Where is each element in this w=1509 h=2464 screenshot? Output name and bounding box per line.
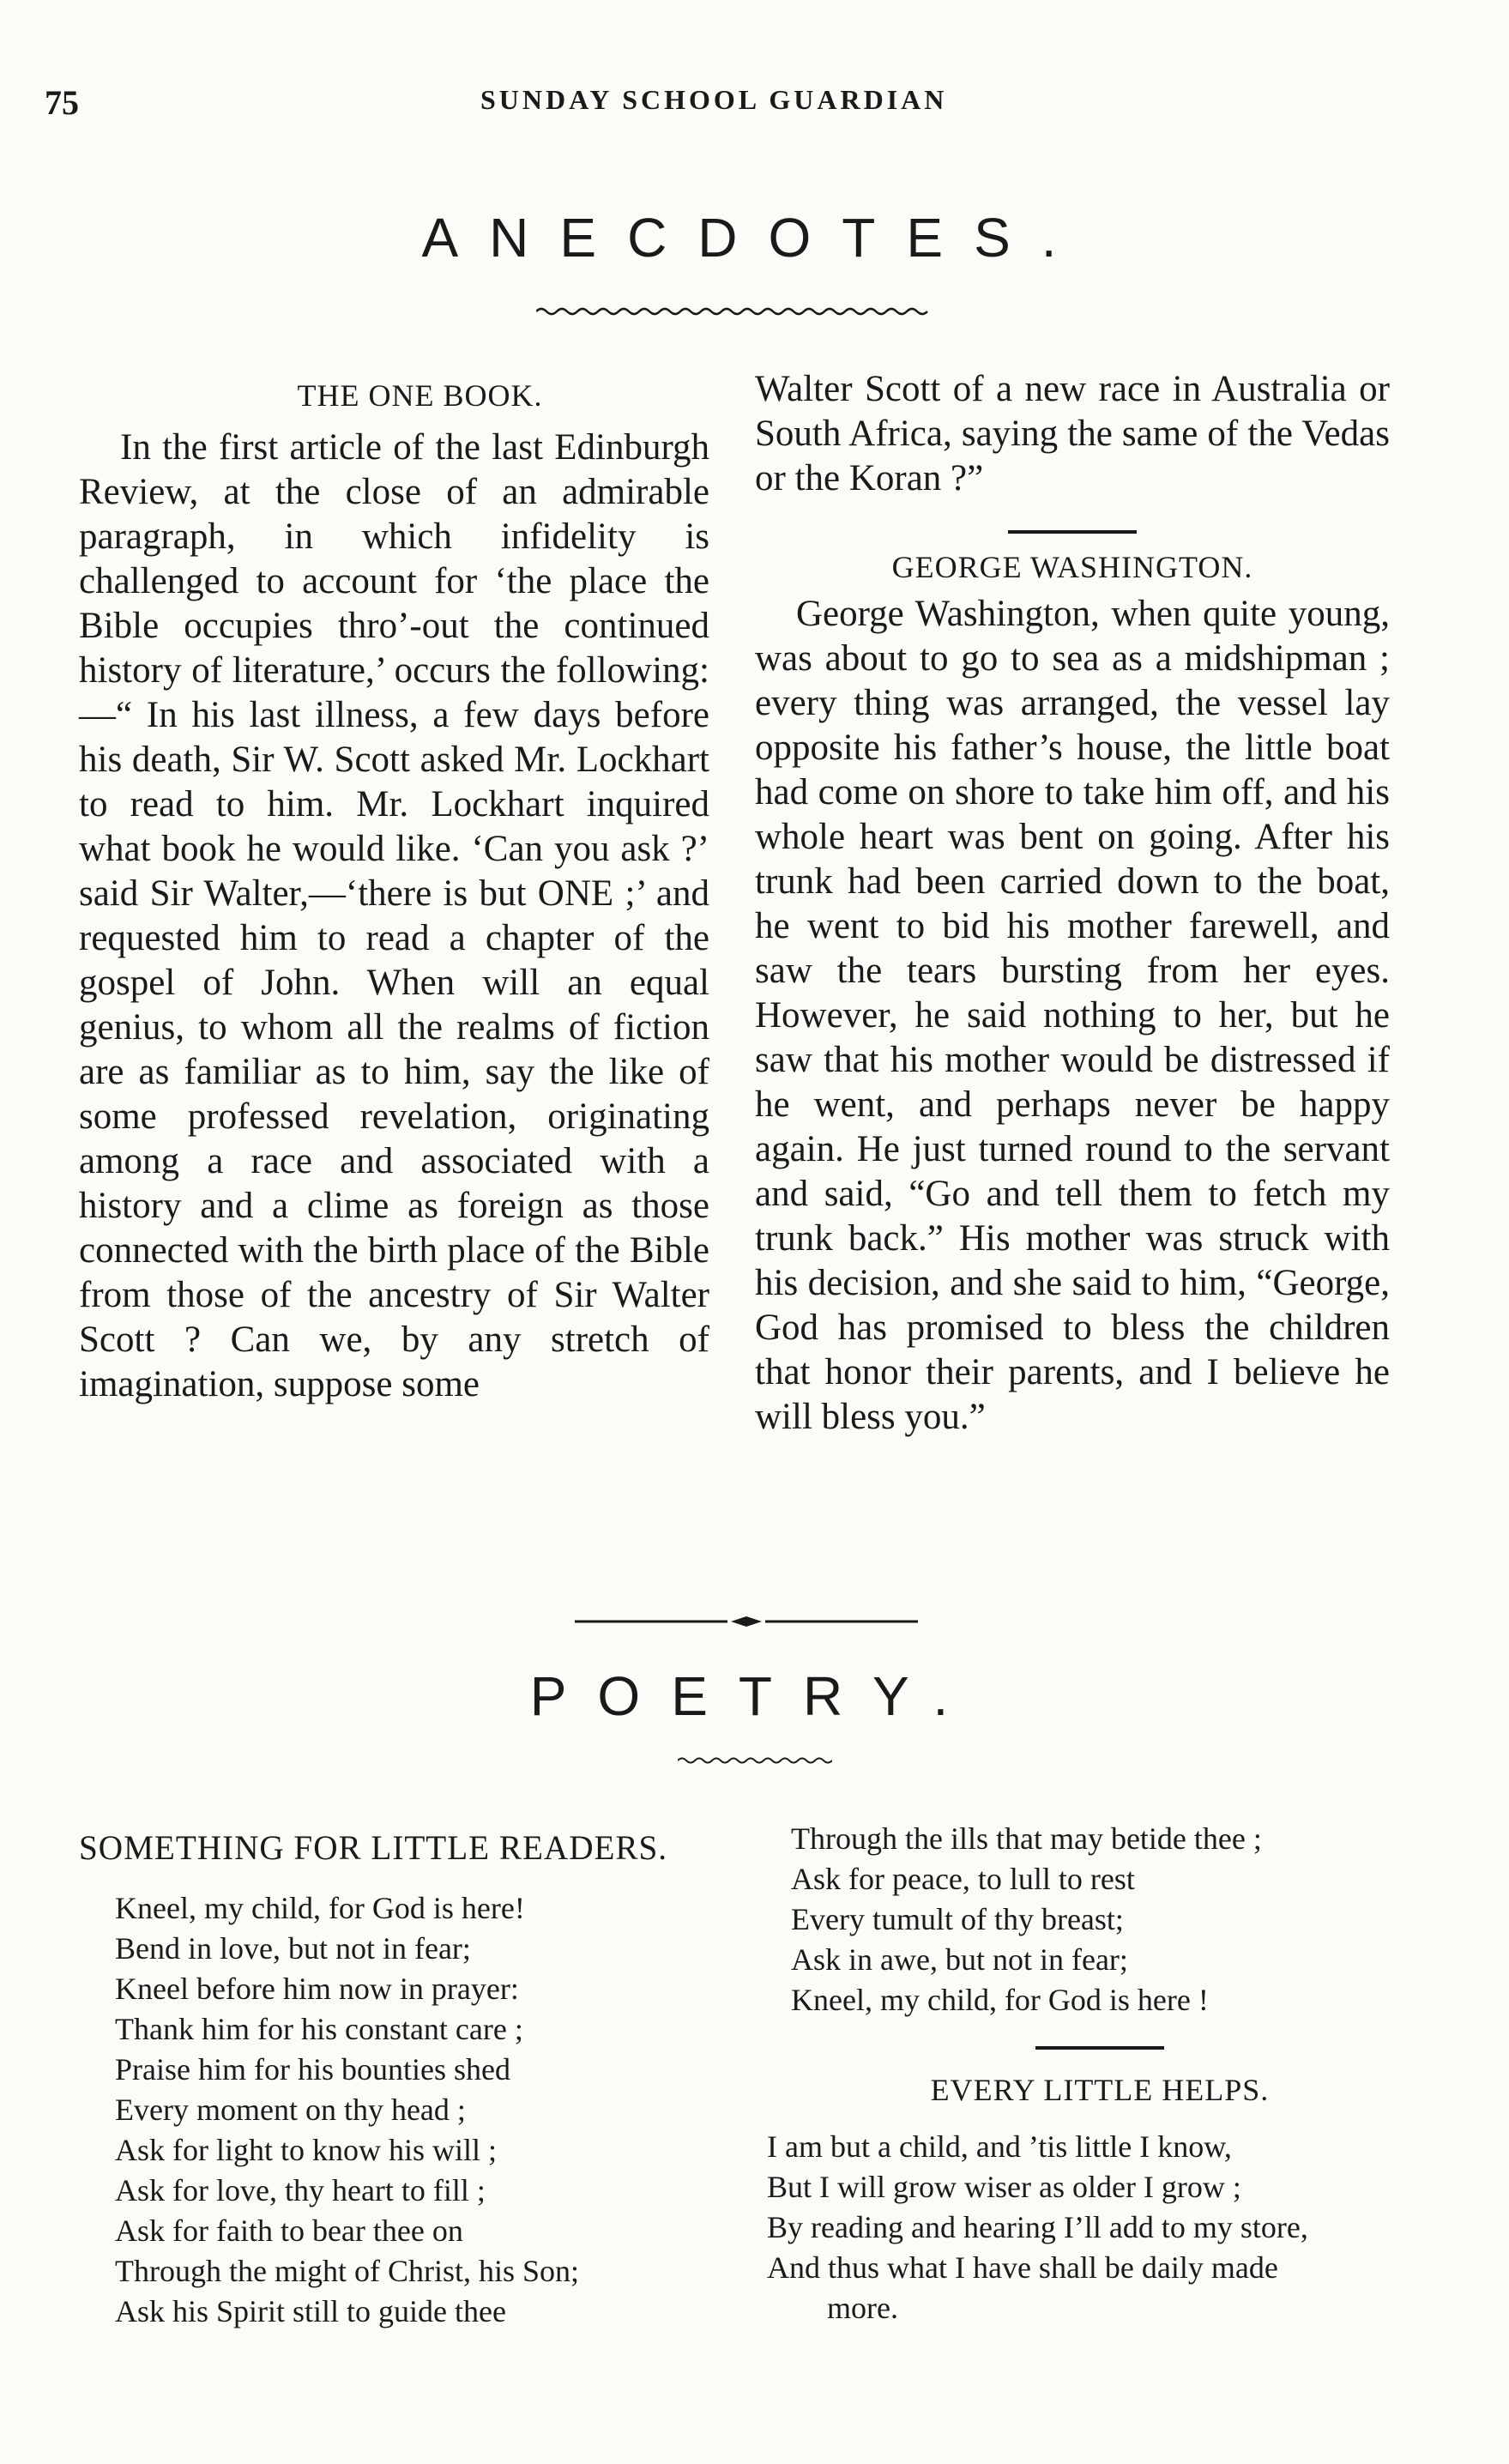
- poem-line: Ask for light to know his will ;: [115, 2133, 498, 2167]
- washington-text: [755, 592, 1390, 1440]
- one-book-continuation: Walter Scott of a new race in Australia or South Africa, saying the same of the Vedas or the Koran ?”: [755, 369, 1390, 498]
- poem-line: Praise him for his bounties shed: [115, 2052, 510, 2087]
- poetry-heading: POETRY.: [529, 1665, 980, 1727]
- washington-title: GEORGE WASHINGTON.: [891, 550, 1253, 584]
- poem-line: Kneel before him now in prayer:: [115, 1972, 519, 2006]
- anecdotes-heading: ANECDOTES.: [421, 207, 1088, 269]
- one-book-paragraph: In the first article of the last Edinburgh Review, at the close of an admirable paragraph, in which infidelity is challenged to account for ‘the place the Bible occupies thro’-out the continued history of literature,’ occurs the following:—“ In his last illness, a few days before his death, Sir W. Scott asked Mr. Lockhart to read to him. Mr. Lockhart inquired what book he would like. ‘Can you ask ?’ said Sir Walter,—‘there is but ONE ;’ and requested him to read a chapter of the gospel of John. When will an equal genius, to whom all the realms of fiction are as familiar as to him, say the like of some professed revelation, originating among a race and associated with a history and a clime as foreign as those connected with the birth place of the Bible from those of the ancestry of Sir Walter Scott ? Can we, by any stretch of imagination, suppose some: [79, 427, 709, 1404]
- poem-line: Through the might of Christ, his Son;: [115, 2254, 580, 2288]
- poem-line: Bend in love, but not in fear;: [115, 1931, 471, 1966]
- right-column-poetry: [767, 1819, 1409, 2328]
- little-readers-poem: [79, 1827, 731, 2332]
- poem-line: Ask for peace, to lull to rest: [791, 1862, 1135, 1896]
- poem-line: I am but a child, and ’tis little I know,: [767, 2129, 1232, 2164]
- poetry-wavy-divider: [678, 1755, 832, 1767]
- little-readers-lines-right: [791, 1819, 1409, 2020]
- poem-line: more.: [827, 2291, 898, 2325]
- poem-divider-rule: [1035, 2046, 1164, 2050]
- every-little-title: EVERY LITTLE HELPS.: [930, 2073, 1270, 2107]
- page-number: 75: [45, 83, 79, 122]
- poem-line: Every tumult of thy breast;: [791, 1902, 1124, 1936]
- article-divider-rule: [1008, 530, 1137, 534]
- poem-line: Through the ills that may betide thee ;: [791, 1821, 1262, 1856]
- one-book-title: THE ONE BOOK.: [297, 378, 543, 413]
- running-title: SUNDAY SCHOOL GUARDIAN: [480, 84, 948, 115]
- poem-line: Ask for love, thy heart to fill ;: [115, 2173, 486, 2207]
- one-book-article: [79, 377, 709, 1407]
- poem-line: And thus what I have shall be daily made: [767, 2250, 1278, 2285]
- anecdotes-wavy-divider: [536, 305, 931, 317]
- washington-paragraph: George Washington, when quite young, was about to go to sea as a midshipman ; every thing was arranged, the vessel lay opposite his father’s house, the little boat had come on shore to take him off, and his whole heart was bent on going. After his trunk had been carried down to the boat, he went to bid his mother farewell, and saw the tears bursting from her eyes. However, he said nothing to her, but he saw that his mother would be distressed if he went, and perhaps never be happy again. He just turned round to the servant and said, “Go and tell them to fetch my trunk back.” His mother was struck with his decision, and she said to him, “George, God has promised to bless the children that honor their parents, and I believe he will bless you.”: [755, 594, 1390, 1437]
- one-book-text: [79, 426, 709, 1407]
- poem-line: Ask his Spirit still to guide thee: [115, 2294, 506, 2328]
- right-column-anecdotes: [755, 367, 1390, 1440]
- ornamental-divider: [575, 1615, 918, 1628]
- every-little-lines: [767, 2127, 1409, 2328]
- little-readers-lines-left: [115, 1888, 731, 2332]
- poem-line: Kneel, my child, for God is here !: [791, 1983, 1209, 2017]
- poem-line: Thank him for his constant care ;: [115, 2012, 523, 2046]
- poem-line: Every moment on thy head ;: [115, 2093, 466, 2127]
- poem-line: Ask for faith to bear thee on: [115, 2213, 463, 2248]
- little-readers-title: SOMETHING FOR LITTLE READERS.: [79, 1828, 668, 1867]
- poem-line: By reading and hearing I’ll add to my store,: [767, 2210, 1308, 2244]
- poem-line: But I will grow wiser as older I grow ;: [767, 2170, 1241, 2204]
- poem-line: Ask in awe, but not in fear;: [791, 1942, 1128, 1977]
- poem-line: Kneel, my child, for God is here!: [115, 1891, 525, 1925]
